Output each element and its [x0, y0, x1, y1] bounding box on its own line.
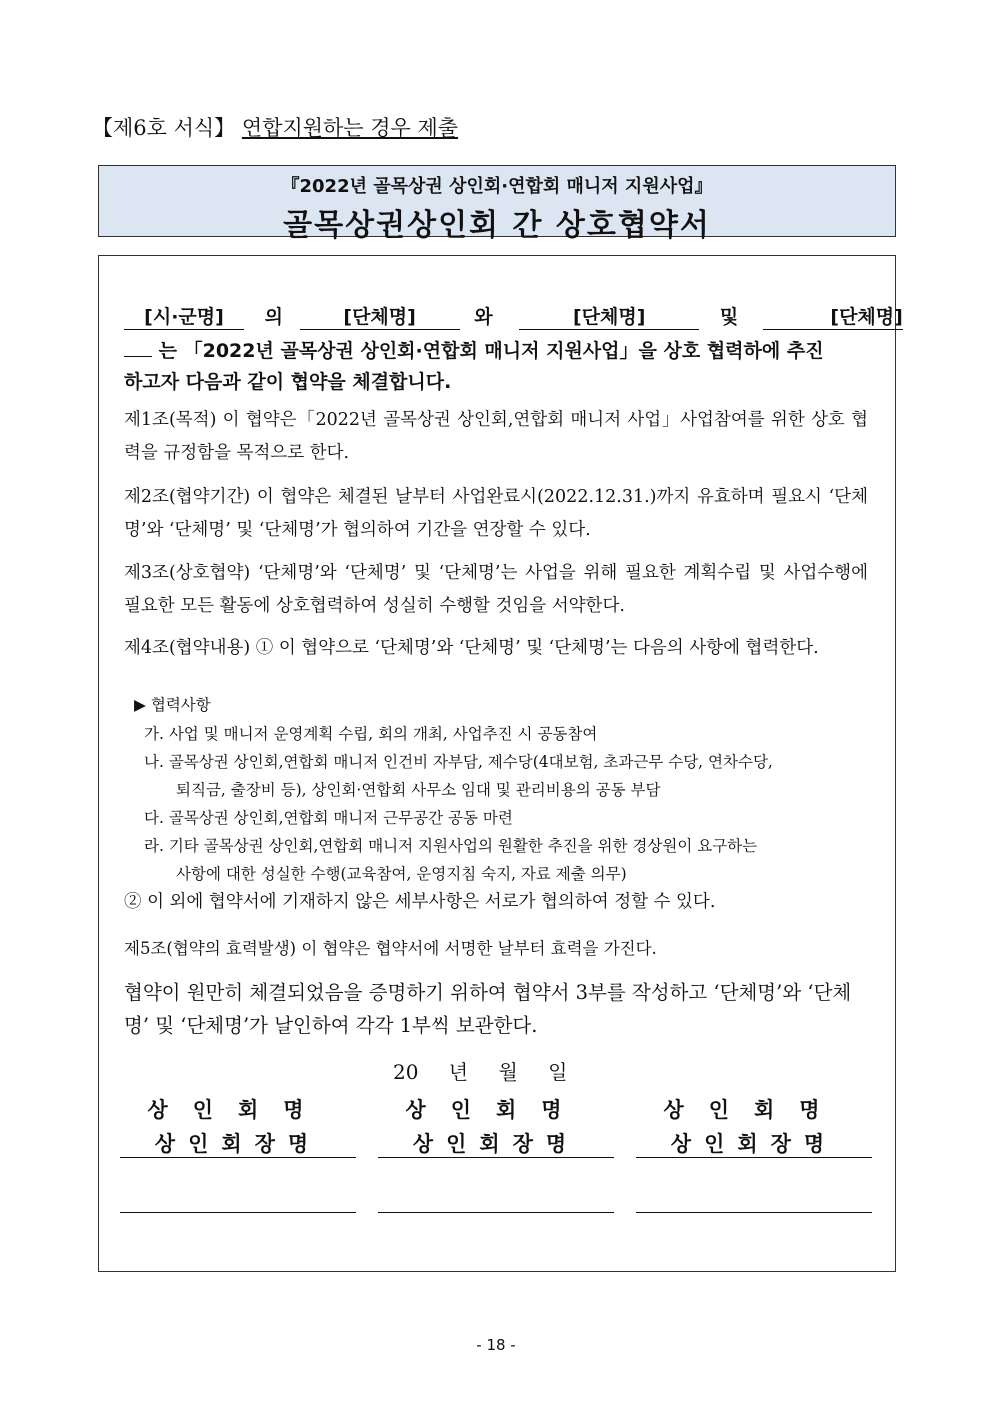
- article-5: 제5조(협약의 효력발생) 이 협약은 협약서에 서명한 날부터 효력을 가진다.: [124, 939, 657, 958]
- blank-underline: [124, 356, 152, 357]
- form-code: 【제6호 서식】: [92, 116, 236, 140]
- signature-line: [636, 1157, 872, 1158]
- article-4: 제4조(협약내용) ① 이 협약으로 ‘단체명’와 ‘단체명’ 및 ‘단체명’는 다음의 사항에 협력한다.: [124, 638, 819, 658]
- cooperation-item-na: 나. 골목상권 상인회,연합회 매니저 인건비 자부담, 제수당(4대보험, 초과근무 수당, 연차수당,: [144, 753, 773, 771]
- intro-text: 는 「2022년 골목상권 상인회·연합회 매니저 지원사업」을 상호 협력하에 추진: [158, 340, 824, 362]
- intro-particle: 와: [474, 306, 493, 328]
- date-line: 20 년 월 일: [393, 1060, 568, 1084]
- closing-statement: 협약이 원만히 체결되었음을 증명하기 위하여 협약서 3부를 작성하고 ‘단체명’와 ‘단체명’ 및 ‘단체명’가 날인하여 각각 1부씩 보관한다.: [124, 981, 852, 1037]
- signature-line: [636, 1212, 872, 1213]
- cooperation-header: ▶ 협력사항: [134, 696, 211, 714]
- article-2: 제2조(협약기간) 이 협약은 체결된 날부터 사업완료시(2022.12.31.)까지 유효하며 필요시 ‘단체명’와 ‘단체명’ 및 ‘단체명’가 협의하여 기간을 연장할 수 있다.: [124, 487, 868, 540]
- article-3: 제3조(상호협약) ‘단체명’와 ‘단체명’ 및 ‘단체명’는 사업을 위해 필요한 계획수립 및 사업수행에 필요한 모든 활동에 상호협력하여 성실히 수행할 것임을 서약한다.: [124, 563, 868, 616]
- merchant-association-name-label: 상인회명: [663, 1097, 845, 1122]
- org-name-field-1: [단체명]: [300, 302, 460, 330]
- title-box: [98, 165, 896, 243]
- org-name-field-2: [단체명]: [519, 302, 699, 330]
- signature-line: [378, 1212, 614, 1213]
- signature-block-2: [378, 1094, 614, 1158]
- merchant-association-name-label: 상인회명: [147, 1097, 329, 1122]
- city-county-field: [시·군명]: [124, 302, 244, 330]
- association-head-name-label: 상인회장명: [154, 1131, 322, 1156]
- form-note: 연합지원하는 경우 제출: [241, 116, 459, 140]
- title-subtitle: 『2022년 골목상권 상인회·연합회 매니저 지원사업』: [281, 176, 713, 197]
- association-head-name-label: 상인회장명: [670, 1131, 838, 1156]
- cooperation-item-ra: 라. 기타 골목상권 상인회,연합회 매니저 지원사업의 원활한 추진을 위한 경상원이 요구하는: [144, 837, 758, 855]
- signature-line: [120, 1157, 356, 1158]
- signature-line: [378, 1157, 614, 1158]
- intro-line-1: [124, 302, 903, 330]
- intro-particle: 의: [264, 306, 283, 328]
- intro-particle: 및: [719, 306, 739, 328]
- intro-line-2: [124, 336, 868, 363]
- signature-block-1: [120, 1094, 356, 1158]
- signature-block-3: [636, 1094, 872, 1158]
- org-name-field-3: [단체명]: [763, 302, 903, 330]
- merchant-association-name-label: 상인회명: [405, 1097, 587, 1122]
- form-label: [92, 112, 458, 142]
- cooperation-item-ra-cont: 사항에 대한 성실한 수행(교육참여, 운영지침 숙지, 자료 제출 의무): [176, 865, 627, 883]
- signature-line: [120, 1212, 356, 1213]
- cooperation-item-da: 다. 골목상권 상인회,연합회 매니저 근무공간 공동 마련: [144, 809, 513, 827]
- cooperation-item-ga: 가. 사업 및 매니저 운영계획 수립, 회의 개최, 사업추진 시 공동참여: [144, 725, 598, 743]
- page-number: - 18 -: [476, 1336, 516, 1354]
- article-1: 제1조(목적) 이 협약은「2022년 골목상권 상인회,연합회 매니저 사업」사업참여를 위한 상호 협력을 규정함을 목적으로 한다.: [124, 410, 868, 463]
- association-head-name-label: 상인회장명: [412, 1131, 580, 1156]
- document-title: 골목상권상인회 간 상호협약서: [283, 208, 711, 243]
- cooperation-item-na-cont: 퇴직금, 출장비 등), 상인회·연합회 사무소 임대 및 관리비용의 공동 부담: [176, 781, 661, 799]
- article-4-clause-2: ② 이 외에 협약서에 기재하지 않은 세부사항은 서로가 협의하여 정할 수 있다.: [124, 892, 716, 912]
- intro-line-3: 하고자 다음과 같이 협약을 체결합니다.: [124, 371, 452, 393]
